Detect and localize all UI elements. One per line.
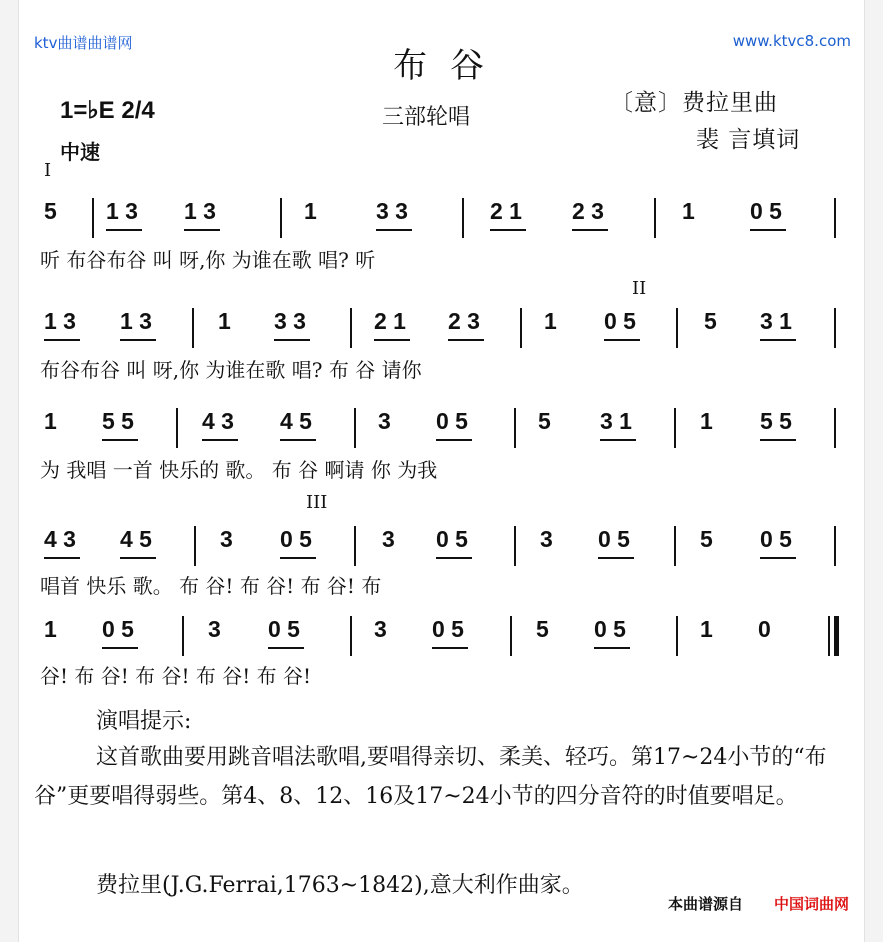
lyric-line: 为 我唱 一首 快乐的 歌。 布 谷 啊请 你 为我 [40, 458, 438, 482]
composer-bio: 费拉里(J.G.Ferrai,1763~1842),意大利作曲家。 [96, 873, 584, 898]
lyric-line: 谷! 布 谷! 布 谷! 布 谷! 布 谷! [40, 664, 312, 688]
song-title: 布 谷 [393, 46, 490, 86]
bar-line [462, 198, 464, 238]
notation-row: 5 1 3 1 3 1 3 3 2 1 2 3 1 0 5 [44, 198, 846, 232]
bar-line [828, 616, 830, 656]
part-marker-three: III [306, 492, 328, 513]
bar-line [280, 198, 282, 238]
bar-line [194, 526, 196, 566]
bar-line [350, 308, 352, 348]
notation-row: 4 3 4 5 3 0 5 3 0 5 3 0 5 5 0 5 [44, 526, 846, 560]
bar-line [654, 198, 656, 238]
bar-line [834, 526, 836, 566]
site-url[interactable]: www.ktvc8.com [732, 32, 851, 50]
bar-line [176, 408, 178, 448]
part-marker-two: II [632, 278, 647, 299]
notation-row: 1 5 5 4 3 4 5 3 0 5 5 3 1 1 5 5 [44, 408, 846, 442]
bar-line [834, 308, 836, 348]
bar-line [92, 198, 94, 238]
bar-line [354, 526, 356, 566]
bar-line [520, 308, 522, 348]
bar-line [350, 616, 352, 656]
source-site-link[interactable]: 中国词曲网 [773, 895, 849, 913]
bar-line [192, 308, 194, 348]
bar-line [354, 408, 356, 448]
tempo-marking: 中速 [60, 140, 100, 164]
left-margin-strip [0, 0, 19, 942]
lyricist-credit: 裴 言填词 [696, 127, 801, 153]
bar-line [676, 308, 678, 348]
bar-line [514, 526, 516, 566]
tips-heading: 演唱提示: [96, 709, 192, 734]
bar-line [834, 198, 836, 238]
notation-row: 1 3 1 3 1 3 3 2 1 2 3 1 0 5 5 3 1 [44, 308, 846, 342]
genre-label: 三部轮唱 [382, 105, 471, 130]
lyric-line: 唱首 快乐 歌。 布 谷! 布 谷! 布 谷! 布 [40, 574, 382, 598]
right-margin-strip [864, 0, 883, 942]
lyric-line: 布谷布谷 叫 呀,你 为谁在歌 唱? 布 谷 请你 [40, 358, 422, 382]
site-watermark-left: ktv曲谱曲谱网 [34, 34, 133, 52]
composer-credit: 〔意〕费拉里曲 [610, 90, 778, 116]
bar-line [674, 526, 676, 566]
bar-line [510, 616, 512, 656]
notation-row: 1 0 5 3 0 5 3 0 5 5 0 5 1 0 [44, 616, 846, 650]
tips-body: 这首歌曲要用跳音唱法歌唱,要唱得亲切、柔美、轻巧。第17~24小节的“布谷”更要唱得弱些。第4、8、12、16及17~24小节的四分音符的时值要唱足。 [34, 745, 827, 809]
key-signature: 1=♭E 2/4 [60, 97, 155, 124]
bar-line [182, 616, 184, 656]
source-label: 本曲谱源自 [667, 895, 743, 913]
bar-line [676, 616, 678, 656]
lyric-line: 听 布谷布谷 叫 呀,你 为谁在歌 唱? 听 [40, 248, 376, 272]
bar-line [514, 408, 516, 448]
end-bar-line [834, 616, 839, 656]
bar-line [834, 408, 836, 448]
bar-line [674, 408, 676, 448]
part-marker-one: I [44, 160, 52, 181]
